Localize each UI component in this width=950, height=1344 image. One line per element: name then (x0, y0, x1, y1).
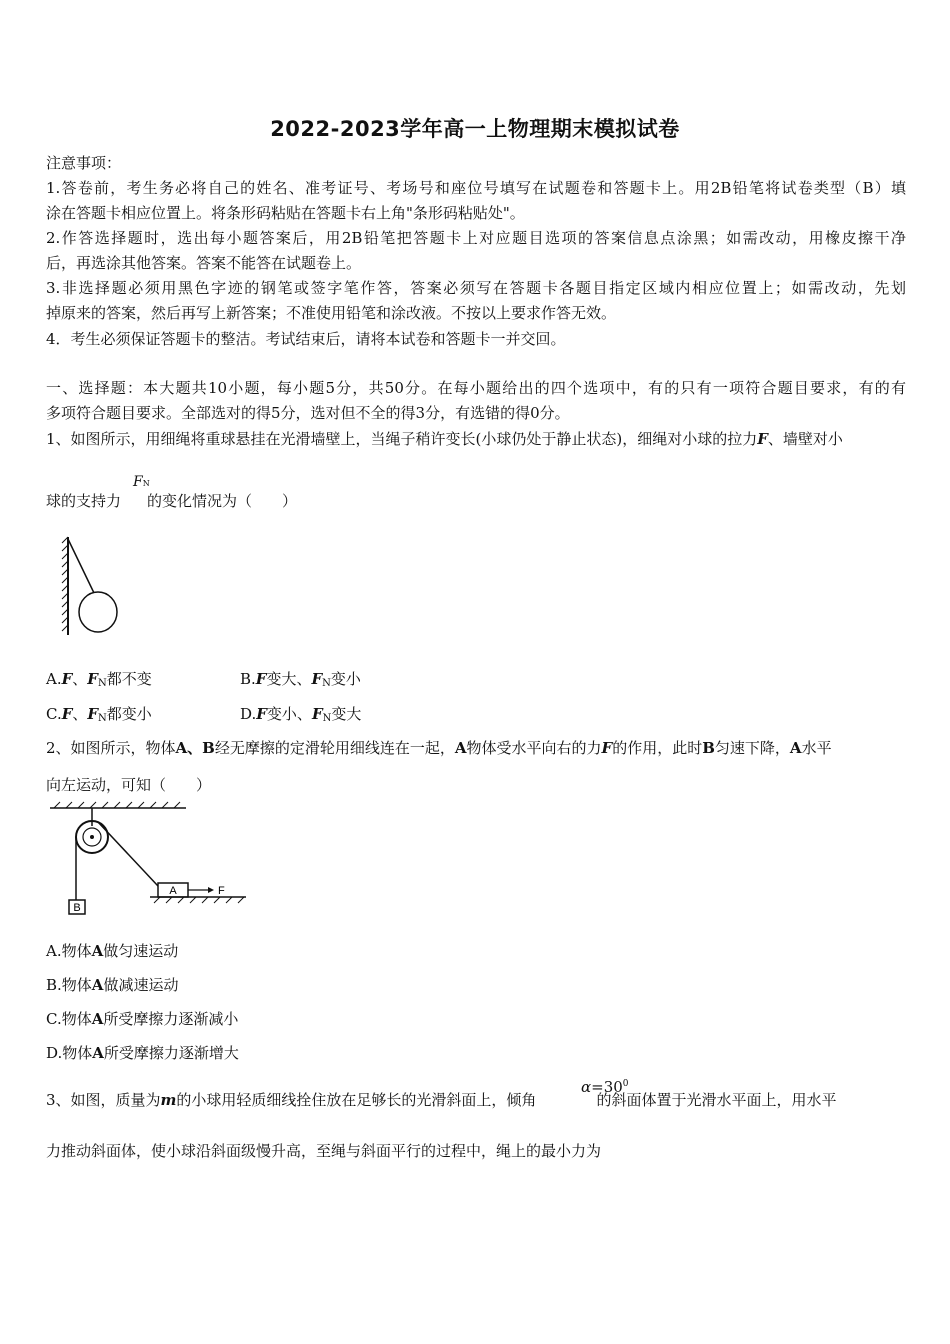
section-intro-line-1: 一、选择题：本大题共10小题，每小题5分，共50分。在每小题给出的四个选项中，有的只有一项符合题目要求，有的有 (46, 379, 906, 397)
page-title: 2022-2023学年高一上物理期末模拟试卷 (270, 117, 680, 141)
q1-option-b[interactable] (240, 668, 361, 689)
q2-option-d-prefix: D.物体 (46, 1044, 93, 1062)
q1-option-a-text: 都不变 (106, 670, 152, 688)
q1-option-c-prefix: C. (46, 705, 62, 723)
q1-option-b-var2: F (311, 670, 323, 688)
q2-bold-a1: A (454, 739, 467, 757)
q2-option-c-prefix: C.物体 (46, 1010, 92, 1028)
q1-option-a-sub: N (97, 678, 107, 689)
q2-option-a-prefix: A.物体 (46, 942, 92, 960)
notice-heading: 注意事项： (46, 154, 122, 172)
notice-line-5: 3.非选择题必须用黑色字迹的钢笔或签字笔作答，答案必须写在答题卡各题目指定区域内相应位置上；如需改动，先划 (46, 279, 906, 297)
q1-option-d-mid: 变小、 (266, 705, 312, 723)
q2-stem-text-d: 的作用，此时 (612, 739, 703, 757)
q1-figure-wall-ball (58, 535, 138, 645)
q2-option-d-bold: A (92, 1044, 104, 1062)
q2-option-b-bold: A (91, 976, 104, 994)
notice-line-1: 1.答卷前，考生务必将自己的姓名、准考证号、考场号和座位号填写在试题卷和答题卡上。用2B铅笔将试卷类型（B）填 (46, 179, 906, 197)
q2-stem-line-2: 向左运动，可知（ ） (46, 776, 212, 794)
q3-sup: 0 (622, 1079, 629, 1089)
q1-option-a-var2: F (87, 670, 98, 688)
q3-stem-line-2: 力推动斜面体，使小球沿斜面级慢升高，至绳与斜面平行的过程中，绳上的最小力为 (46, 1142, 602, 1160)
q1-option-b-prefix: B. (240, 670, 256, 688)
q1-fn-main: F (133, 474, 143, 490)
q1-option-c-var2: F (87, 705, 99, 723)
q2-option-d-text: 所受摩擦力逐渐增大 (103, 1044, 239, 1062)
q1-option-b-var1: F (255, 670, 267, 688)
q3-angle-formula (581, 1078, 629, 1096)
q1-option-c[interactable] (46, 703, 152, 724)
q3-eq: =30 (591, 1078, 623, 1096)
q1-option-c-sub: N (98, 713, 107, 724)
q1-option-c-text: 都变小 (106, 705, 152, 723)
q2-bold-b1: B (702, 739, 715, 757)
q2-bold-ab: A、B (175, 739, 215, 757)
q1-var-f: F (757, 430, 768, 448)
q1-stem-text-c: 球的支持力 (46, 492, 122, 510)
q2-option-d[interactable] (46, 1042, 239, 1063)
q1-option-d-var1: F (256, 705, 267, 723)
q3-stem-line-1 (46, 1089, 836, 1110)
q2-stem-text-c: 物体受水平向右的力 (466, 739, 602, 757)
q2-bold-a2: A (789, 739, 802, 757)
q1-option-c-var1: F (61, 705, 73, 723)
q2-stem-text-b: 经无摩擦的定滑轮用细线连在一起， (214, 739, 455, 757)
q2-fig-label-f: F (218, 885, 225, 897)
q2-fig-label-a: A (169, 885, 177, 897)
q1-option-b-text: 变小 (330, 670, 361, 688)
q1-option-c-sep: 、 (72, 705, 88, 723)
q2-option-b[interactable] (46, 974, 178, 995)
q1-option-d-var2: F (311, 705, 323, 723)
q1-stem-line-2 (46, 490, 297, 511)
q2-option-b-prefix: B.物体 (46, 976, 92, 994)
q1-stem-line-1 (46, 428, 843, 449)
q2-option-c[interactable] (46, 1008, 238, 1029)
notice-line-2: 涂在答题卡相应位置上。将条形码粘贴在答题卡右上角"条形码粘贴处"。 (46, 204, 525, 222)
q2-stem-text-f: 水平 (801, 739, 832, 757)
q2-option-a-bold: A (91, 942, 104, 960)
q1-stem-text-b: 、墙壁对小 (767, 430, 843, 448)
q2-var-f: F (601, 739, 613, 757)
q3-alpha: α (581, 1078, 592, 1096)
q1-option-a-var1: F (61, 670, 73, 688)
notice-line-6: 掉原来的答案，然后再写上新答案；不准使用铅笔和涂改液。不按以上要求作答无效。 (46, 304, 617, 322)
q2-fig-label-b: B (73, 902, 81, 914)
q3-stem-text-c: 的斜面体置于光滑水平面上，用水平 (596, 1091, 837, 1109)
q1-option-b-sub: N (322, 678, 331, 689)
q1-option-a-prefix: A. (46, 670, 62, 688)
q2-stem-text-e: 匀速下降， (714, 739, 790, 757)
q3-stem-text-a: 3、如图，质量为 (46, 1091, 161, 1109)
q1-stem-text-d: 的变化情况为（ ） (147, 492, 298, 510)
q2-option-c-text: 所受摩擦力逐渐减小 (103, 1010, 239, 1028)
notice-line-4: 后，再选涂其他答案。答案不能答在试题卷上。 (46, 254, 362, 272)
q2-figure-pulley (46, 800, 256, 920)
notice-line-7: 4．考生必须保证答题卡的整洁。考试结束后，请将本试卷和答题卡一并交回。 (46, 330, 566, 348)
q1-option-d-prefix: D. (240, 705, 257, 723)
q2-option-c-bold: A (91, 1010, 104, 1028)
section-intro-line-2: 多项符合题目要求。全部选对的得5分，选对但不全的得3分，有选错的得0分。 (46, 404, 570, 422)
q2-option-a[interactable] (46, 940, 178, 961)
q1-option-b-mid: 变大、 (266, 670, 312, 688)
q2-option-a-text: 做匀速运动 (103, 942, 179, 960)
q2-option-b-text: 做减速运动 (103, 976, 179, 994)
q1-option-a-sep: 、 (72, 670, 88, 688)
q1-option-d-text: 变大 (331, 705, 362, 723)
q1-fn-symbol (133, 474, 150, 490)
q3-stem-text-b: 的小球用轻质细线拴住放在足够长的光滑斜面上，倾角 (176, 1091, 537, 1109)
q3-var-m: m (160, 1091, 177, 1109)
q2-stem-line-1 (46, 737, 832, 758)
q2-stem-text-a: 2、如图所示，物体 (46, 739, 176, 757)
q1-option-d[interactable] (240, 703, 361, 724)
q1-stem-text-a: 1、如图所示，用细绳将重球悬挂在光滑墙壁上，当绳子稍许变长(小球仍处于静止状态)，细绳对小球的拉力 (46, 430, 758, 448)
q1-option-a[interactable] (46, 668, 152, 689)
q1-option-d-sub: N (322, 713, 332, 724)
notice-line-3: 2.作答选择题时，选出每小题答案后，用2B铅笔把答题卡上对应题目选项的答案信息点涂黑；如需改动，用橡皮擦干净 (46, 229, 906, 247)
q1-fn-sub: N (142, 479, 150, 488)
